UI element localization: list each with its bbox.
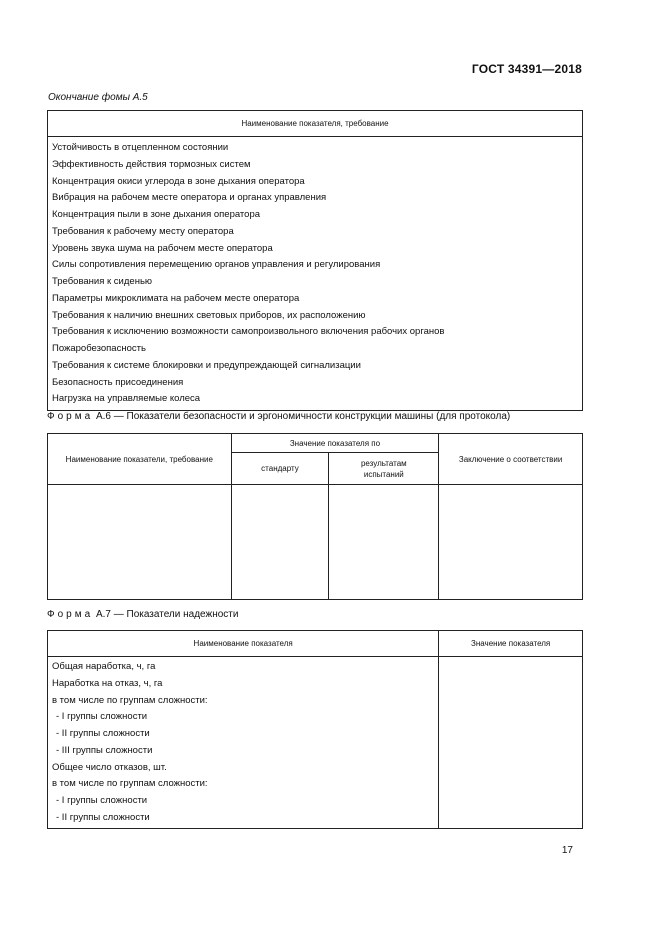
form-a6-col-standard: стандарту: [231, 453, 329, 485]
form-a7-caption-prefix: Форма: [47, 609, 94, 620]
list-item: в том числе по группам сложности:: [52, 694, 208, 706]
list-item: - III группы сложности: [56, 744, 153, 756]
list-item: Требования к наличию внешних световых приборов, их расположению: [52, 309, 366, 321]
form-a6-caption-text: А.6 — Показатели безопасности и эргономичности конструкции машины (для протокола): [93, 411, 511, 422]
list-item: Общее число отказов, шт.: [52, 761, 167, 773]
form-a6-caption-prefix: Форма: [47, 411, 94, 422]
list-item: Нагрузка на управляемые колеса: [52, 393, 201, 405]
form-a5-table: [47, 110, 583, 411]
form-a6-col-name: Наименование показатели, требование: [48, 434, 232, 485]
list-item: Требования к исключению возможности самопроизвольного включения рабочих органов: [52, 326, 445, 338]
form-a7-col-name: Наименование показателя: [48, 631, 439, 657]
document-code: ГОСТ 34391—2018: [471, 62, 582, 76]
list-item: - II группы сложности: [56, 728, 150, 739]
list-item: Концентрация окиси углерода в зоне дыхания оператора: [52, 175, 305, 187]
form-a5-body: [48, 137, 583, 411]
form-a5-column-header: Наименование показателя, требование: [48, 111, 583, 137]
form-a7-caption-text: А.7 — Показатели надежности: [93, 609, 239, 620]
list-item: Пожаробезопасность: [52, 343, 146, 354]
list-item: - II группы сложности: [56, 811, 150, 823]
list-item: Уровень звука шума на рабочем месте оператора: [52, 242, 273, 254]
form-a6-col-conclusion: Заключение о соответствии: [439, 434, 583, 485]
form-a7-col-value: Значение показателя: [439, 631, 583, 657]
form-a6-cell: [48, 485, 232, 600]
list-item: Эффективность действия тормозных систем: [52, 158, 251, 170]
list-item: Силы сопротивления перемещению органов управления и регулирования: [52, 259, 381, 271]
form-a6-cell: [439, 485, 583, 600]
form-a6-cell: [329, 485, 439, 600]
list-item: в том числе по группам сложности:: [52, 778, 208, 790]
form-a7-body: [48, 657, 439, 829]
list-item: - I группы сложности: [56, 711, 148, 723]
list-item: Требования к системе блокировки и предупреждающей сигнализации: [52, 359, 361, 371]
form-a6-caption: [47, 411, 510, 422]
list-item: Требования к рабочему месту оператора: [52, 225, 234, 237]
list-item: Устойчивость в отцепленном состоянии: [52, 142, 229, 153]
list-item: Параметры микроклимата на рабочем месте оператора: [52, 292, 300, 304]
list-item: Безопасность присоединения: [52, 376, 184, 388]
form-a7-caption: [47, 609, 238, 620]
list-item: - I группы сложности: [56, 795, 148, 806]
form-a5-caption: Окончание фомы А.5: [48, 92, 148, 103]
list-item: Требования к сиденью: [52, 276, 153, 287]
form-a6-col-results: результатам испытаний: [329, 453, 439, 485]
form-a7-table: [47, 630, 583, 829]
form-a6-table: [47, 433, 583, 600]
list-item: Наработка на отказ, ч, га: [52, 677, 163, 689]
form-a6-cell: [231, 485, 329, 600]
list-item: Концентрация пыли в зоне дыхания оператора: [52, 209, 261, 220]
list-item: Общая наработка, ч, га: [52, 661, 156, 672]
list-item: Вибрация на рабочем месте оператора и органах управления: [52, 192, 327, 204]
form-a7-value-cell: [439, 657, 583, 829]
form-a6-col-value-group: Значение показателя по: [231, 434, 439, 453]
page-number: 17: [561, 845, 573, 856]
